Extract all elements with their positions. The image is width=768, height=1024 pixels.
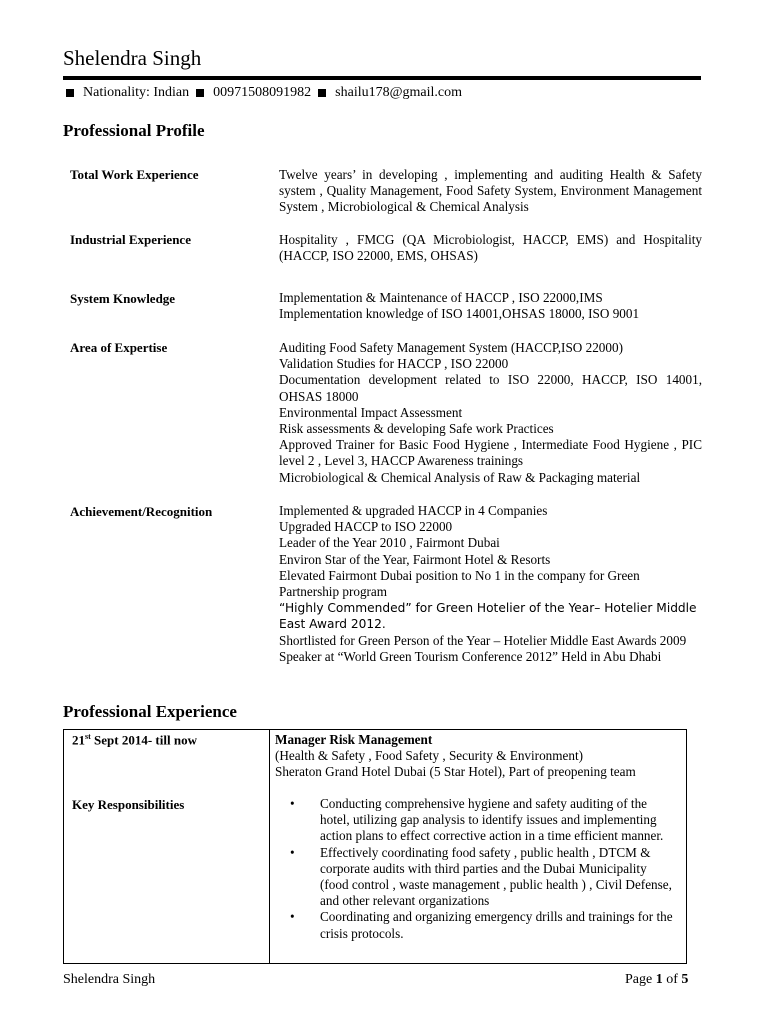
page-indicator (625, 972, 688, 988)
list-item: • Coordinating and organizing emergency drills and trainings for the crisis protocols. (290, 909, 675, 941)
list-item: • Effectively coordinating food safety , public health , DTCM & corporate audits with third parties and the Dubai Municipality (food control , waste management , public health ) , Civil Defense, and other relevant organizations (290, 845, 675, 910)
profile-line: Leader of the Year 2010 , Fairmont Dubai (279, 535, 500, 551)
nationality: Nationality: Indian (83, 85, 190, 100)
date-day: 21 (72, 732, 85, 748)
experience-table (63, 729, 687, 964)
square-bullet-icon (196, 89, 204, 97)
role-company: Sheraton Grand Hotel Dubai (5 Star Hotel), Part of preopening team (275, 764, 636, 780)
profile-line: Approved Trainer for Basic Food Hygiene , Intermediate Food Hygiene , PIC level 2 , Level 3, HACCP Awareness trainings (279, 437, 702, 469)
profile-label-system-knowledge: System Knowledge (70, 291, 176, 306)
page-prefix: Page (625, 972, 656, 987)
profile-line: Speaker at “World Green Tourism Conference 2012” Held in Abu Dhabi (279, 648, 662, 664)
experience-heading: Professional Experience (63, 702, 237, 721)
table-divider (269, 730, 270, 963)
profile-label-industrial-experience: Industrial Experience (70, 232, 191, 247)
footer-name: Shelendra Singh (63, 972, 156, 987)
email-address: shailu178@gmail.com (335, 85, 462, 100)
page-of: of (662, 972, 682, 987)
profile-line: Upgraded HACCP to ISO 22000 (279, 519, 453, 535)
profile-line: Environmental Impact Assessment (279, 404, 463, 420)
profile-line: “Highly Commended” for Green Hotelier of the Year– Hotelier Middle East Award 2012. (279, 601, 697, 632)
page-current: 1 (655, 972, 663, 987)
square-bullet-icon (66, 89, 74, 97)
profile-label-total-experience: Total Work Experience (70, 167, 199, 182)
profile-heading: Professional Profile (63, 121, 205, 140)
profile-line: Shortlisted for Green Person of the Year – Hotelier Middle East Awards 2009 (279, 632, 687, 648)
profile-line: Implementation knowledge of ISO 14001,OHSAS 18000, ISO 9001 (279, 306, 640, 322)
profile-line: Twelve years’ in developing , implementing and auditing Health & Safety system , Quality Management, Food Safety System, Environment Management System , Microbiological & Chemical Analysis (279, 167, 702, 215)
employment-date (72, 732, 197, 748)
profile-line: Hospitality , FMCG (QA Microbiologist, HACCP, EMS) and Hospitality (HACCP, ISO 22000, EMS, OHSAS) (279, 232, 702, 264)
contact-line (66, 85, 462, 101)
role-scope: (Health & Safety , Food Safety , Security & Environment) (275, 748, 584, 764)
profile-line: Validation Studies for HACCP , ISO 22000 (279, 356, 509, 372)
profile-value-area-of-expertise (279, 340, 702, 486)
square-bullet-icon (318, 89, 326, 97)
profile-value-total-experience (279, 167, 702, 216)
profile-value-achievement (279, 503, 702, 665)
profile-label-achievement: Achievement/Recognition (70, 504, 213, 519)
role-title: Manager Risk Management (275, 732, 433, 747)
profile-line: Documentation development related to ISO 22000, HACCP, ISO 14001, OHSAS 18000 (279, 372, 702, 404)
profile-line: Microbiological & Chemical Analysis of Raw & Packaging material (279, 469, 641, 485)
profile-line: Elevated Fairmont Dubai position to No 1 in the company for Green Partnership program (279, 567, 640, 600)
header-rule (63, 76, 701, 80)
profile-value-industrial-experience (279, 232, 702, 264)
key-responsibilities-label: Key Responsibilities (72, 797, 185, 812)
profile-line: Environ Star of the Year, Fairmont Hotel & Resorts (279, 551, 551, 567)
profile-label-area-of-expertise: Area of Expertise (70, 340, 168, 355)
date-suffix: st (85, 732, 91, 741)
profile-line: Implemented & upgraded HACCP in 4 Companies (279, 503, 548, 518)
date-rest: Sept 2014- till now (90, 732, 197, 748)
responsibilities-list (290, 796, 675, 942)
profile-line: Risk assessments & developing Safe work Practices (279, 421, 554, 437)
profile-line: Implementation & Maintenance of HACCP , ISO 22000,IMS (279, 290, 603, 305)
page-total: 5 (681, 972, 689, 987)
phone-number: 00971508091982 (213, 85, 312, 100)
candidate-name: Shelendra Singh (63, 46, 202, 70)
list-item: • Conducting comprehensive hygiene and safety auditing of the hotel, utilizing gap analysis to identify issues and implementing action plans to effect corrective action in a time efficient manner. (290, 796, 675, 845)
profile-value-system-knowledge (279, 290, 702, 322)
role-details (275, 732, 636, 781)
profile-line: Auditing Food Safety Management System (HACCP,ISO 22000) (279, 340, 623, 355)
